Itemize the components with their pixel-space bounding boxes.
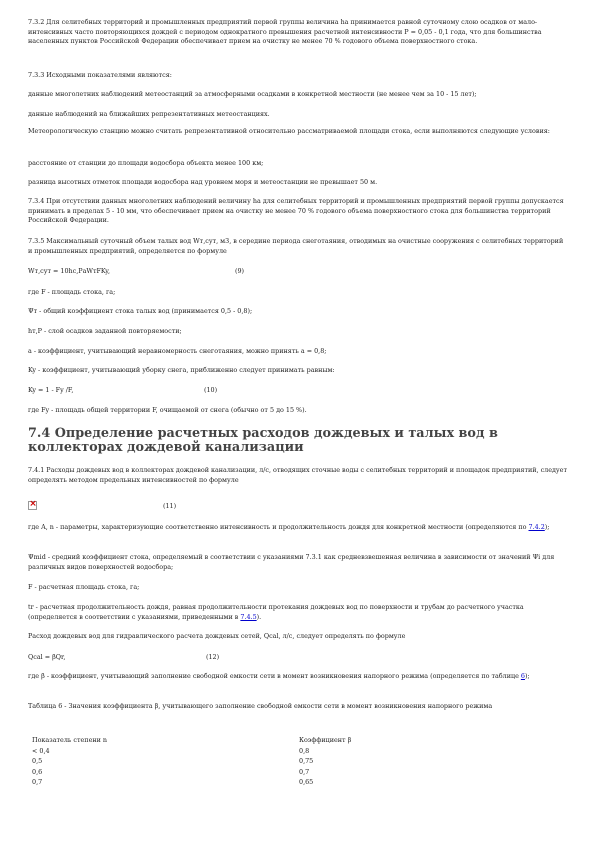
section-heading-7-4: 7.4 Определение расчетных расходов дождевых и талых вод в коллекторах дождевой канализации — [28, 426, 498, 455]
table-row — [32, 757, 449, 768]
where-tr-text: tr - расчетная продолжительность дождя, равная продолжительности протекания дождевых вод по поверхности и трубам до расчетного участка (определяется в соответствии с указаниями, приведенными в — [28, 603, 524, 621]
where-psi-mid: Ψmid - средний коэффициент стока, определяемый в соответствии с указаниями 7.3.1 как средневзвешенная величина в зависимости от значений Ψi для различных видов поверхностей водосбора; — [28, 553, 555, 571]
para-7-3-2: 7.3.2 Для селитебных территорий и промышленных предприятий первой группы величина ha принимается равной суточному слою осадков от мало-интенсивных часто повторяющихся дождей с периодом однократного превышения расчетной интенсивности P = 0,05 - 0,1 года, что для большинства населенных пунктов Российской Федерации обеспечивает прием на очистку не менее 70 % годового объема поверхностного стока. — [28, 18, 542, 46]
table-6-caption: Таблица 6 - Значения коэффициента β, учитывающего заполнение свободной емкости сети в момент возникновения напорного режима — [28, 702, 493, 710]
formula-10-number: (10) — [204, 386, 218, 394]
link-table-6[interactable]: 6 — [520, 672, 525, 680]
table-row — [32, 747, 449, 758]
where-fy: где Fy - площадь общей территории F, очищаемой от снега (обычно от 5 до 15 %). — [28, 406, 307, 414]
formula-10: Ky = 1 - Fy /F, — [28, 386, 74, 394]
formula-11-number: (11) — [163, 502, 177, 510]
where-beta-text: где β - коэффициент, учитывающий заполнение свободной емкости сети в момент возникновения напорного режима (определяется по таблице — [28, 672, 521, 680]
where-a: a - коэффициент, учитывающий неравномерность снеготаяния, можно принять a = 0,8; — [28, 347, 327, 355]
para-7-3-3-item-a: данные многолетних наблюдений метеостанций за атмосферными осадками в конкретной местности (не менее чем за 10 - 15 лет); — [28, 90, 477, 98]
table-header-cell: Показатель степени n — [32, 736, 108, 744]
formula-9-number: (9) — [235, 267, 245, 275]
para-7-3-3: 7.3.3 Исходными показателями являются: — [28, 71, 172, 79]
where-f2: F - расчетная площадь стока, га; — [28, 583, 140, 591]
where-an — [28, 523, 568, 533]
para-7-3-4: 7.3.4 При отсутствии данных многолетних наблюдений величину ha для селитебных территорий и промышленных предприятий первой группы допускается принимать в пределах 5 - 10 мм, что обеспечивает прием на очистку не менее 70 % годового объема поверхностного стока для большинства территорий Российской Федерации. — [28, 197, 564, 225]
broken-image-icon — [28, 501, 37, 510]
table-6 — [32, 736, 449, 789]
para-gidr-calc: Расход дождевых вод для гидравлического расчета дождевых сетей, Qcal, л/с, следует определять по формуле — [28, 632, 406, 640]
table-cell: 0,65 — [299, 778, 314, 786]
table-cell: < 0,4 — [32, 746, 50, 755]
table-cell: 0,5 — [32, 757, 43, 765]
where-psi: Ψт - общий коэффициент стока талых вод (принимается 0,5 - 0,8); — [28, 307, 253, 315]
table-row — [32, 778, 449, 789]
where-an-text: где A, n - параметры, характеризующие соответственно интенсивность и продолжительность дождя для конкретной местности (определяются по — [28, 523, 529, 531]
link-7-4-2[interactable]: 7.4.2 — [528, 523, 545, 531]
where-f: где F - площадь стока, га; — [28, 288, 116, 296]
formula-12-number: (12) — [206, 653, 220, 661]
where-hc: hт,Р - слой осадков заданной повторяемости; — [28, 327, 182, 335]
table-row — [32, 768, 449, 779]
para-7-4-1: 7.4.1 Расходы дождевых вод в коллекторах дождевой канализации, л/с, отводящих сточные воды с селитебных территорий и площадок предприятий, следует определять методом предельных интенсивностей по формуле — [28, 466, 567, 484]
table-header-row — [32, 736, 449, 747]
table-header-cell: Коэффициент β — [299, 736, 352, 744]
formula-9: Wт,сут = 10hc,РaWтFKy, — [28, 267, 111, 275]
link-7-4-5[interactable]: 7.4.5 — [240, 612, 257, 621]
where-ky: Ky - коэффициент, учитывающий уборку снега, приближенно следует принимать равным: — [28, 366, 335, 374]
para-7-3-3-item-b: данные наблюдений на ближайших репрезентативных метеостанциях. — [28, 110, 270, 118]
where-tr — [28, 603, 568, 622]
para-7-3-5: 7.3.5 Максимальный суточный объем талых вод Wт,сут, м3, в середине периода снеготаяния, отводимых на очистные сооружения с селитебных территорий и промышленных предприятий, определяется по формуле — [28, 237, 564, 255]
para-7-3-3-conditions: Метеорологическую станцию можно считать репрезентативной относительно рассматриваемой площади стока, если выполняются следующие условия: — [28, 127, 550, 135]
para-7-3-3-distance: расстояние от станции до площади водосбора объекта менее 100 км; — [28, 159, 264, 167]
para-7-3-3-height: разница высотных отметок площади водосбора над уровнем моря и метеостанции не превышает 50 м. — [28, 178, 378, 186]
table-cell: 0,7 — [299, 767, 310, 776]
where-tr-end: ). — [256, 612, 262, 621]
table-cell: 0,8 — [299, 746, 310, 755]
where-beta — [28, 672, 568, 682]
table-cell: 0,75 — [299, 757, 314, 765]
table-cell: 0,6 — [32, 767, 43, 776]
formula-12: Qcal = βQr, — [28, 653, 66, 661]
where-beta-end: ); — [524, 672, 530, 680]
table-cell: 0,7 — [32, 778, 43, 786]
where-an-end: ); — [544, 523, 550, 531]
